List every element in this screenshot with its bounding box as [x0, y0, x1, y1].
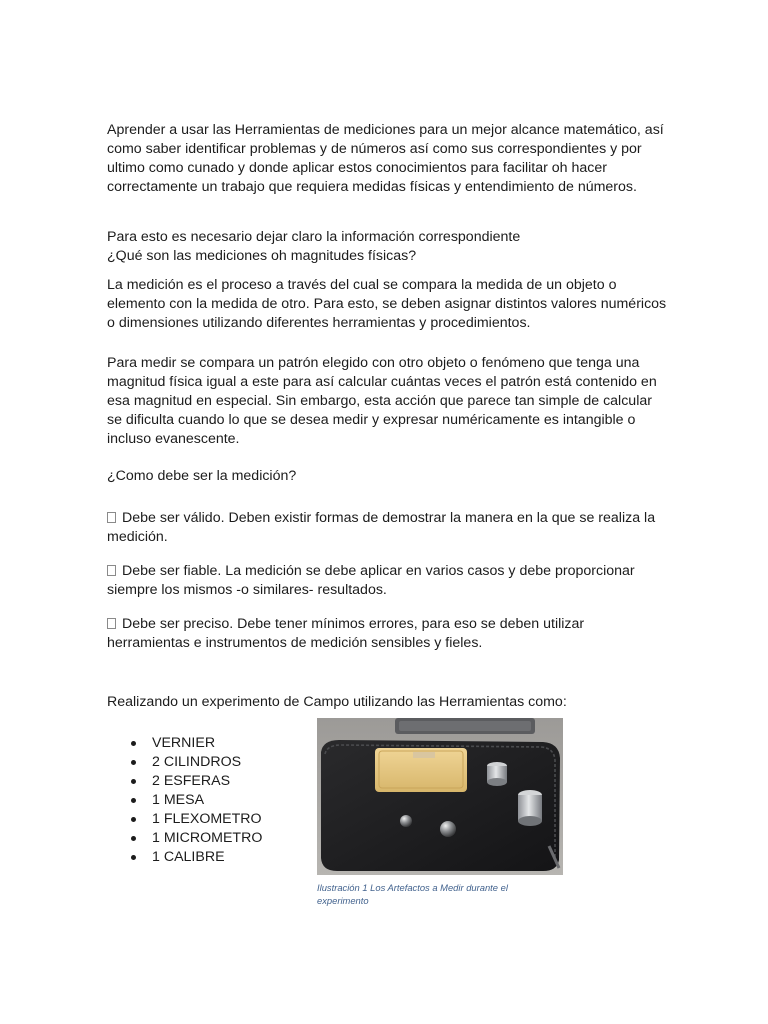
experiment-photo [317, 718, 563, 875]
bullet-icon [131, 836, 136, 841]
bullet-icon [131, 760, 136, 765]
list-item: 2 CILINDROS [107, 753, 307, 772]
question-how-measure: ¿Como debe ser la medición? [107, 468, 297, 484]
definition-paragraph: La medición es el proceso a través del cual se compara la medida de un objeto o elemento con la medida de otro. Para esto, se deben asignar distintos valores numéricos o dimensiones utilizando diferentes herramientas y procedimientos. [107, 277, 667, 331]
bullet-icon [131, 817, 136, 822]
list-item: 1 MESA [107, 791, 307, 810]
missing-glyph-icon [107, 512, 116, 523]
requirement-precise [107, 615, 667, 653]
bullet-icon [131, 779, 136, 784]
list-item: 1 MICROMETRO [107, 829, 307, 848]
context-line: Para esto es necesario dejar claro la información correspondiente [107, 229, 521, 245]
list-item: 2 ESFERAS [107, 772, 307, 791]
list-item: 1 FLEXOMETRO [107, 810, 307, 829]
question-physical-magnitudes: ¿Qué son las mediciones oh magnitudes físicas? [107, 248, 417, 264]
figure-caption: Ilustración 1 Los Artefactos a Medir durante el experimento [317, 882, 508, 906]
requirement-text: Debe ser fiable. La medición se debe aplicar en varios casos y debe proporcionar siempre los mismos -o similares- resultados. [107, 563, 635, 598]
requirement-text: Debe ser válido. Deben existir formas de demostrar la manera en la que se realiza la medición. [107, 510, 656, 545]
intro-paragraph: Aprender a usar las Herramientas de mediciones para un mejor alcance matemático, así como saber identificar problemas y de números así como sus correspondientes y por ultimo como cunado y donde aplicar estos conocimientos para facilitar oh hacer correctamente un trabajo que requiera medidas físicas y entendimiento de números. [107, 122, 664, 195]
missing-glyph-icon [107, 618, 116, 629]
bullet-icon [131, 855, 136, 860]
experiment-photo-drawing [317, 718, 563, 875]
missing-glyph-icon [107, 565, 116, 576]
requirement-reliable [107, 562, 667, 600]
experiment-intro: Realizando un experimento de Campo utilizando las Herramientas como: [107, 694, 567, 710]
pattern-paragraph: Para medir se compara un patrón elegido con otro objeto o fenómeno que tenga una magnitud física igual a este para así calcular cuántas veces el patrón está contenido en esa magnitud en especial. Sin embargo, esta acción que parece tan simple de calcular se dificulta cuando lo que se desea medir y expresar numéricamente es intangible o incluso evanescente. [107, 355, 657, 447]
requirement-text: Debe ser preciso. Debe tener mínimos errores, para eso se deben utilizar herramientas e instrumentos de medición sensibles y fieles. [107, 616, 585, 651]
requirement-valid [107, 509, 667, 547]
bullet-icon [131, 798, 136, 803]
list-item: 1 CALIBRE [107, 848, 307, 867]
bullet-icon [131, 741, 136, 746]
list-item: VERNIER [107, 734, 307, 753]
tools-list [107, 734, 307, 867]
